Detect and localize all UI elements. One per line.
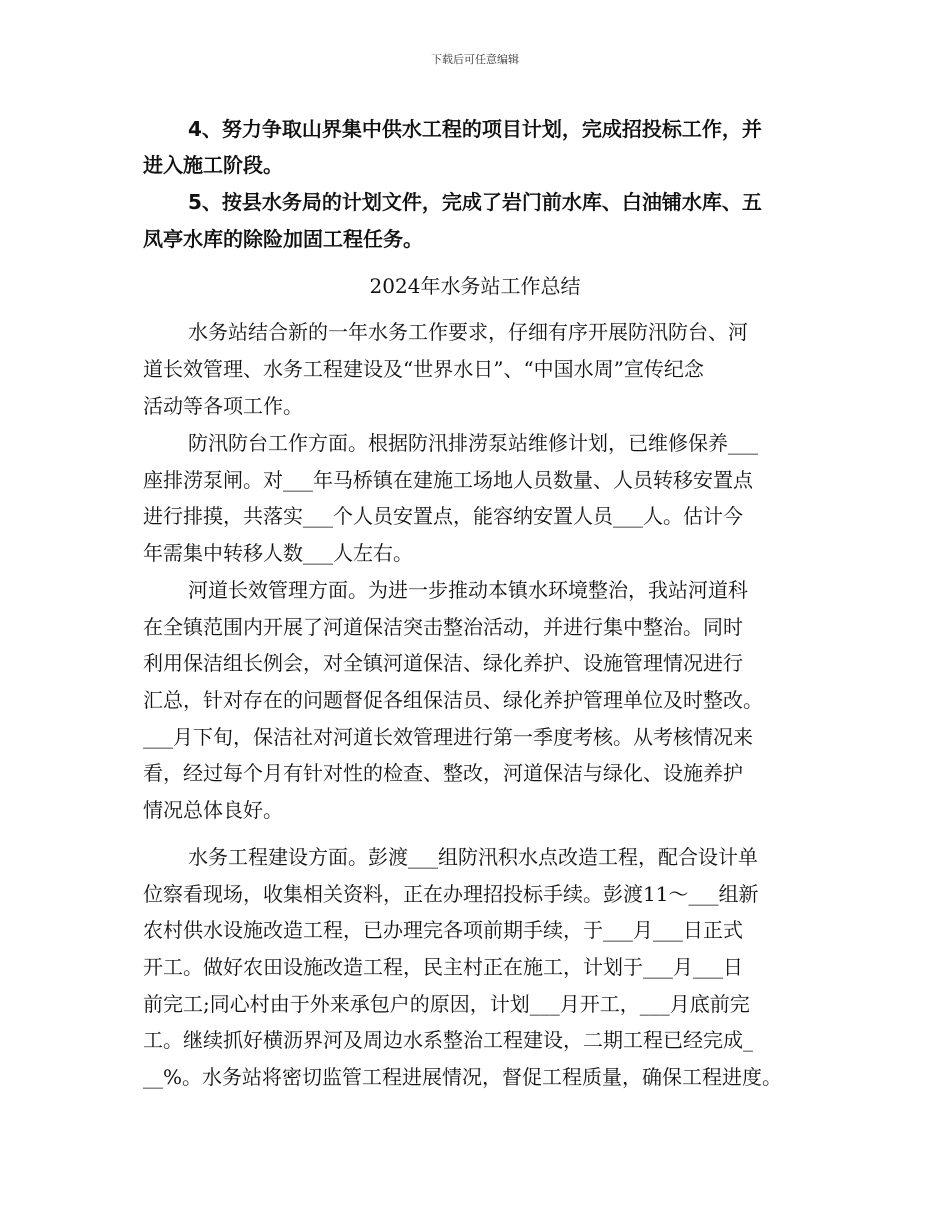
text-line: 开工。做好农田设施改造工程，民主村正在施工，计划于___月___日 (143, 955, 743, 979)
text-line: 水务工程建设方面。彭渡___组防汛积水点改造工程，配合设计单 (188, 845, 758, 869)
section-title: 2024年水务站工作总结 (369, 274, 581, 298)
text-line: 道长效管理、水务工程建设及“世界水日”、“中国水周”宣传纪念 (143, 357, 704, 381)
text-line: ___月下旬，保洁社对河道长效管理进行第一季度考核。从考核情况来 (143, 725, 753, 749)
text-line: 5、按县水务局的计划文件，完成了岩门前水库、白油铺水库、五 (188, 190, 762, 214)
page-header: 下载后可任意编辑 (431, 53, 519, 66)
text-line: 4、努力争取山界集中供水工程的项目计划，完成招投标工作，并 (188, 117, 762, 141)
text-line: 位察看现场，收集相关资料，正在办理招投标手续。彭渡11～___组新 (143, 882, 759, 906)
text-line: 看，经过每个月有针对性的检查、整改，河道保洁与绿化、设施养护 (143, 761, 743, 785)
text-line: 防汛防台工作方面。根据防汛排涝泵站维修计划，已维修保养___ (188, 431, 758, 455)
text-line: __%。水务站将密切监管工程进展情况，督促工程质量，确保工程进度。 (143, 1065, 783, 1089)
text-line: 座排涝泵闸。对___年马桥镇在建施工场地人员数量、人员转移安置点 (143, 468, 753, 492)
text-line: 情况总体良好。 (143, 798, 283, 822)
text-line: 利用保洁组长例会，对全镇河道保洁、绿化养护、设施管理情况进行 (143, 651, 743, 675)
text-line: 河道长效管理方面。为进一步推动本镇水环境整治，我站河道科 (188, 578, 748, 602)
text-line: 前完工;同心村由于外来承包户的原因，计划___月开工，___月底前完 (143, 992, 750, 1016)
text-line: 活动等各项工作。 (143, 394, 303, 418)
text-line: 在全镇范围内开展了河道保洁突击整治活动，并进行集中整治。同时 (143, 615, 743, 639)
text-line: 进行排摸，共落实___个人员安置点，能容纳安置人员___人。估计今 (143, 504, 743, 528)
text-line: 进入施工阶段。 (143, 153, 283, 177)
text-line: 农村供水设施改造工程，已办理完各项前期手续，于___月___日正式 (143, 918, 743, 942)
text-line: 年需集中转移人数___人左右。 (143, 541, 413, 565)
text-line: 水务站结合新的一年水务工作要求，仔细有序开展防汛防台、河 (188, 320, 748, 344)
text-line: 工。继续抓好横沥界河及周边水系整治工程建设，二期工程已经完成_ (143, 1028, 753, 1052)
text-line: 凤亭水库的除险加固工程任务。 (143, 227, 423, 251)
text-line: 汇总，针对存在的问题督促各组保洁员、绿化养护管理单位及时整改。 (143, 688, 763, 712)
